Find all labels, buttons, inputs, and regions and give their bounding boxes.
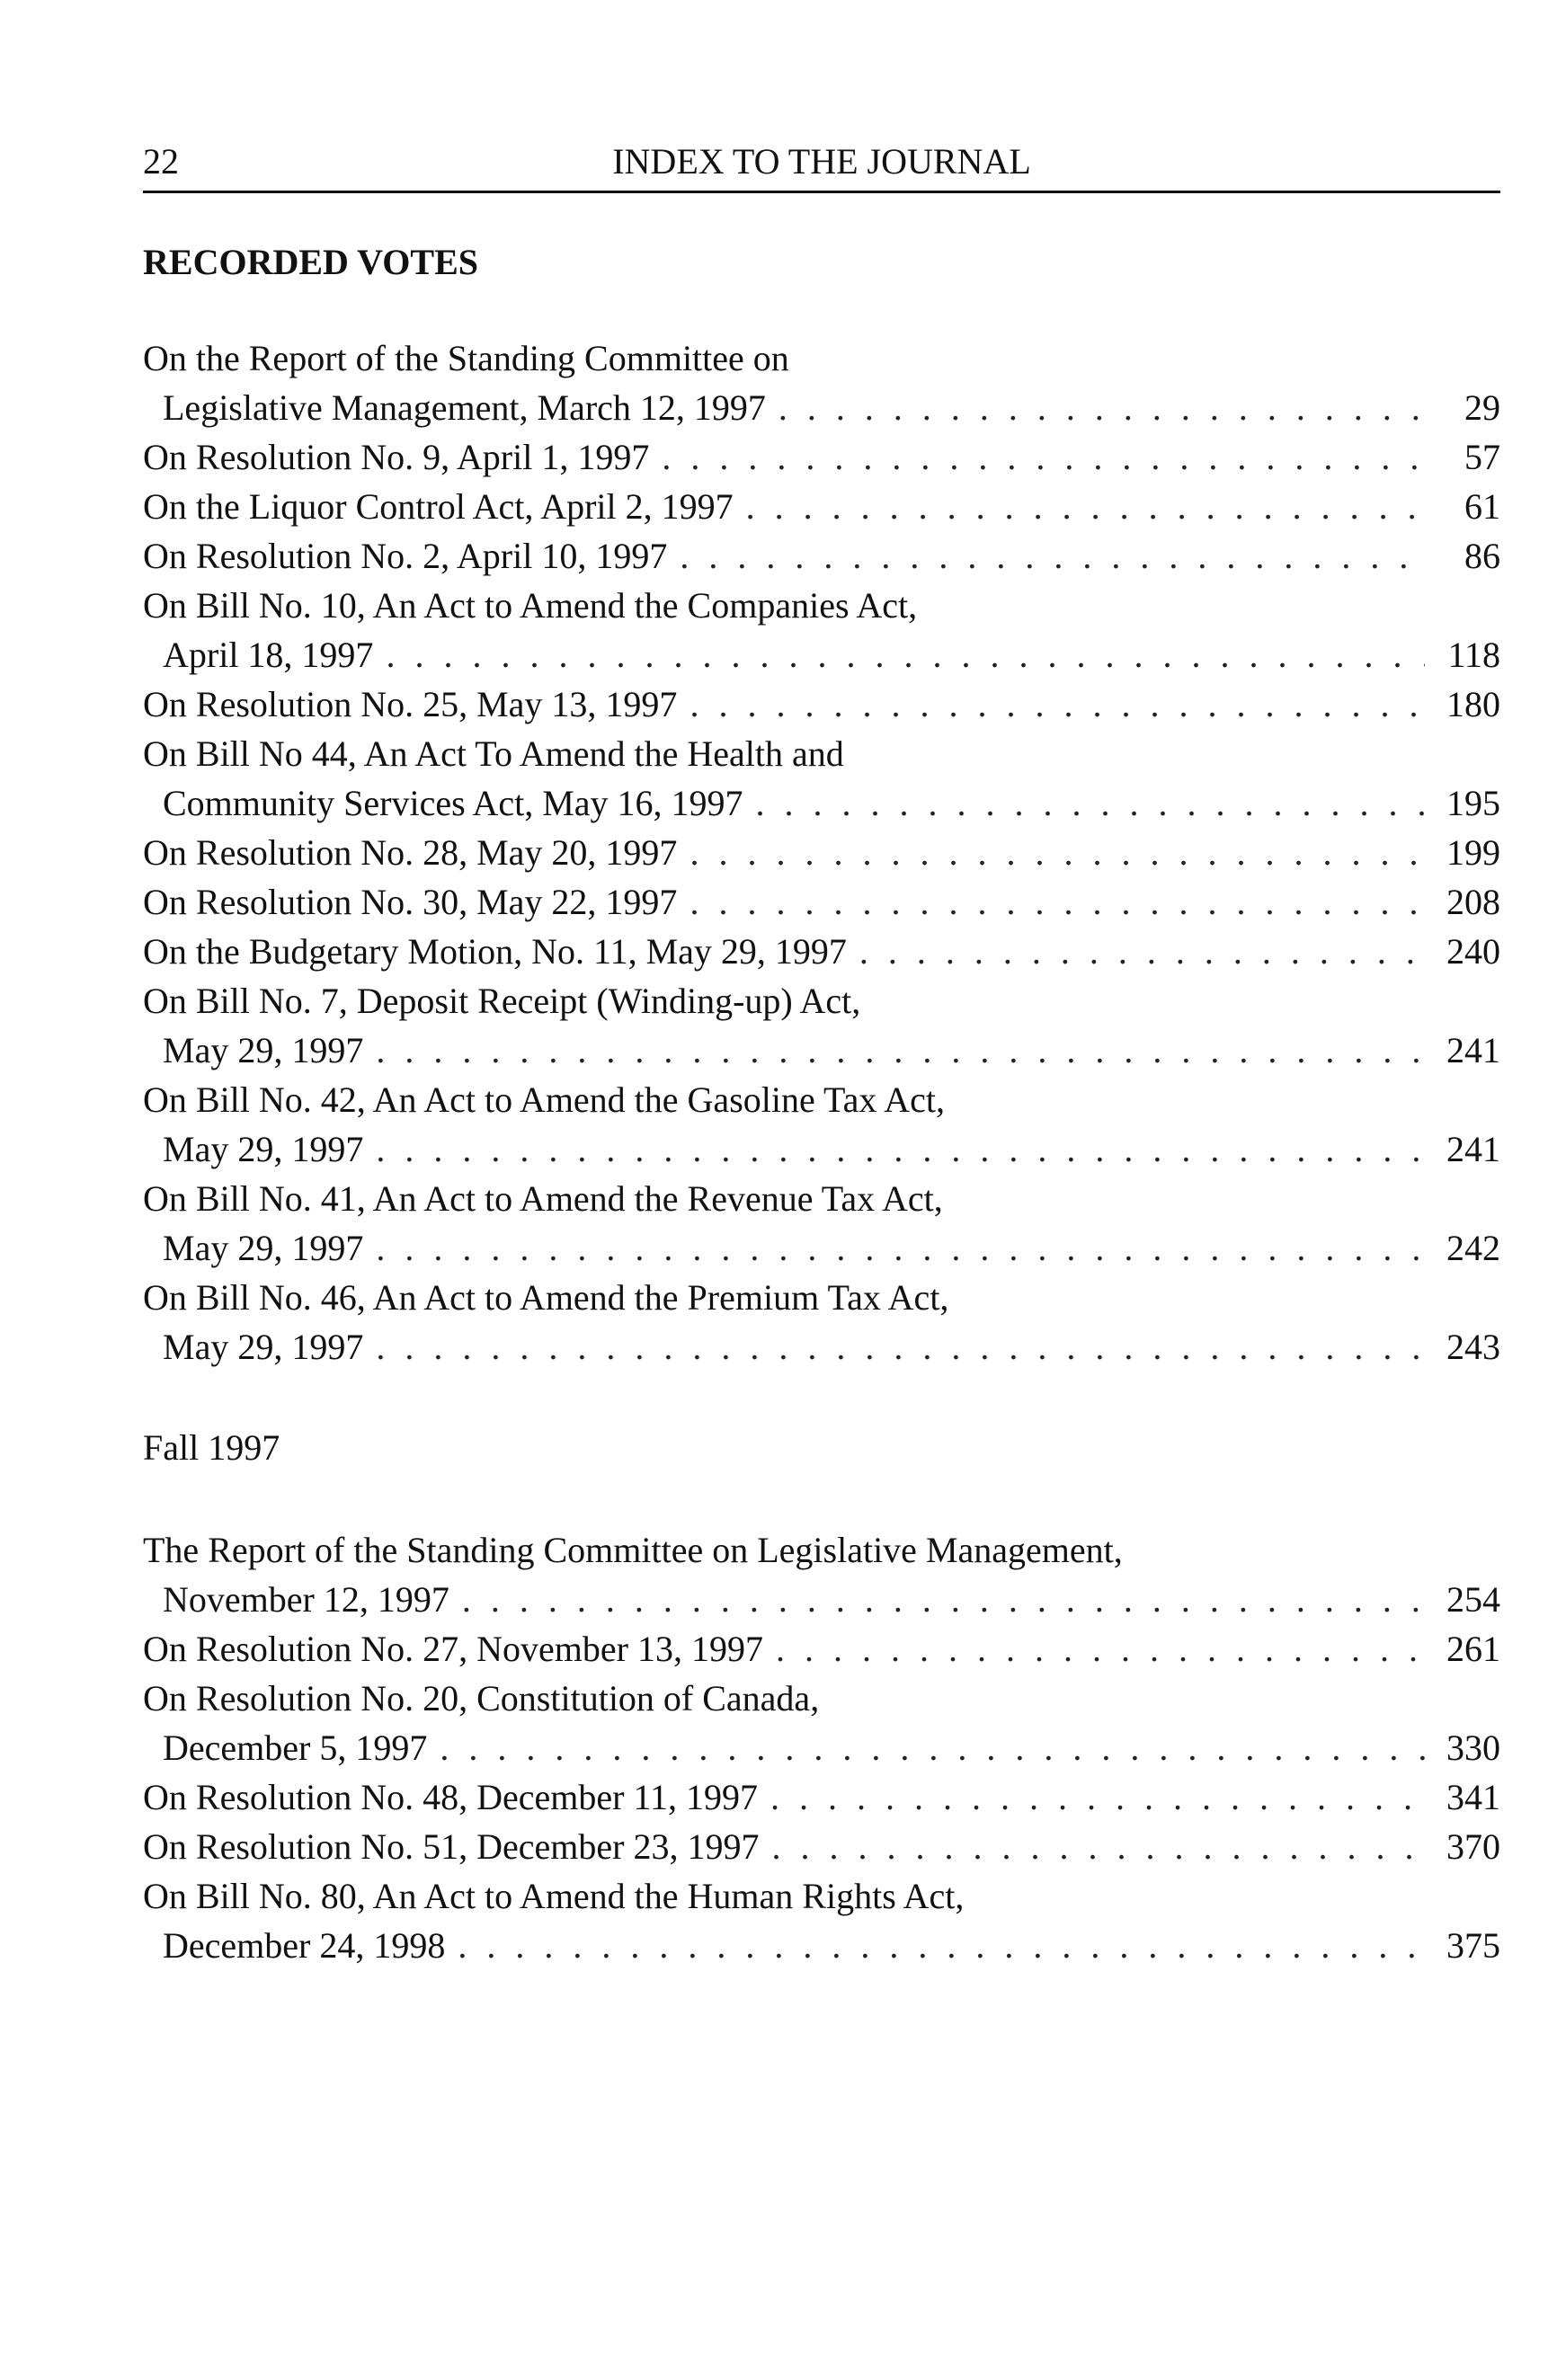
index-entry xyxy=(143,1871,1500,1970)
page-reference: 180 xyxy=(1446,684,1500,724)
index-entry xyxy=(143,729,1500,828)
page-reference: 61 xyxy=(1464,486,1500,527)
index-entry xyxy=(143,1174,1500,1273)
page-reference: 195 xyxy=(1446,783,1500,823)
running-title: INDEX TO THE JOURNAL xyxy=(612,141,1031,182)
entry-label: December 24, 1998 xyxy=(163,1925,446,1966)
dot-leader xyxy=(680,531,1425,581)
entry-label: May 29, 1997 xyxy=(163,1129,364,1169)
entry-leader-line xyxy=(143,828,1500,877)
page-reference: 57 xyxy=(1464,437,1500,477)
entry-leader-line xyxy=(143,778,1500,828)
fall-session-heading: Fall 1997 xyxy=(143,1427,280,1468)
fall-session-vote-list xyxy=(143,1525,1500,1970)
dot-leader xyxy=(458,1921,1425,1970)
entry-title-line: On Bill No. 46, An Act to Amend the Premium Tax Act, xyxy=(143,1277,949,1318)
dot-leader xyxy=(662,432,1425,482)
page-reference: 208 xyxy=(1446,882,1500,922)
entry-label: May 29, 1997 xyxy=(163,1030,364,1070)
entry-leader-line xyxy=(143,1575,1500,1624)
index-entry xyxy=(143,531,1500,581)
entry-label: On Resolution No. 30, May 22, 1997 xyxy=(143,882,678,922)
dot-leader xyxy=(690,828,1425,877)
index-entry xyxy=(143,1273,1500,1372)
entry-label: May 29, 1997 xyxy=(163,1228,364,1268)
index-entry xyxy=(143,679,1500,729)
entry-leader-line xyxy=(143,1723,1500,1772)
index-entry xyxy=(143,1075,1500,1174)
page-reference: 241 xyxy=(1446,1129,1500,1169)
page-reference: 118 xyxy=(1447,635,1500,675)
entry-leader-line xyxy=(143,1322,1500,1372)
entry-leader-line xyxy=(143,1624,1500,1674)
dot-leader xyxy=(778,383,1425,432)
entry-title-line: On Resolution No. 20, Constitution of Canada, xyxy=(143,1678,820,1718)
index-entry xyxy=(143,333,1500,432)
index-entry xyxy=(143,1772,1500,1822)
entry-leader-line xyxy=(143,927,1500,976)
entry-label: On Resolution No. 28, May 20, 1997 xyxy=(143,832,678,873)
dot-leader xyxy=(771,1822,1425,1871)
entry-leader-line xyxy=(143,630,1500,679)
page-reference: 86 xyxy=(1464,536,1500,576)
entry-label: On the Budgetary Motion, No. 11, May 29, 1997 xyxy=(143,931,847,972)
entry-leader-line xyxy=(143,1772,1500,1822)
entry-leader-line xyxy=(143,679,1500,729)
index-entry xyxy=(143,828,1500,877)
page-reference: 243 xyxy=(1446,1327,1500,1367)
entry-label: May 29, 1997 xyxy=(163,1327,364,1367)
entry-title-line: On Bill No. 10, An Act to Amend the Companies Act, xyxy=(143,585,918,626)
index-entry xyxy=(143,482,1500,531)
index-entry xyxy=(143,581,1500,679)
entry-label: On Resolution No. 25, May 13, 1997 xyxy=(143,684,678,724)
page-reference: 241 xyxy=(1446,1030,1500,1070)
page-reference: 29 xyxy=(1464,387,1500,428)
dot-leader xyxy=(690,679,1425,729)
entry-leader-line xyxy=(143,1223,1500,1273)
index-entry xyxy=(143,976,1500,1075)
page-header xyxy=(143,137,1500,193)
entry-leader-line xyxy=(143,531,1500,581)
page-reference: 261 xyxy=(1446,1629,1500,1669)
section-title: RECORDED VOTES xyxy=(143,242,478,282)
page-reference: 199 xyxy=(1446,832,1500,873)
page-reference: 240 xyxy=(1446,931,1500,972)
entry-title-line: On Bill No. 42, An Act to Amend the Gasoline Tax Act, xyxy=(143,1079,945,1120)
dot-leader xyxy=(776,1624,1425,1674)
entry-label: November 12, 1997 xyxy=(163,1579,449,1620)
entry-leader-line xyxy=(143,1921,1500,1970)
dot-leader xyxy=(376,1124,1425,1174)
page-reference: 370 xyxy=(1446,1826,1500,1867)
entry-leader-line xyxy=(143,482,1500,531)
entry-label: On Resolution No. 9, April 1, 1997 xyxy=(143,437,650,477)
entry-title-line: On Bill No. 80, An Act to Amend the Human Rights Act, xyxy=(143,1876,965,1916)
entry-title-line: On Bill No. 7, Deposit Receipt (Winding-up) Act, xyxy=(143,981,861,1021)
entry-title-line: On the Report of the Standing Committee on xyxy=(143,338,789,378)
entry-title-line: The Report of the Standing Committee on Legislative Management, xyxy=(143,1530,1123,1570)
index-entry xyxy=(143,927,1500,976)
entry-label: On Resolution No. 51, December 23, 1997 xyxy=(143,1826,760,1867)
index-entry xyxy=(143,1624,1500,1674)
spring-session-vote-list xyxy=(143,333,1500,1372)
entry-leader-line xyxy=(143,877,1500,927)
dot-leader xyxy=(746,482,1425,531)
page-reference: 254 xyxy=(1446,1579,1500,1620)
entry-title-line: On Bill No 44, An Act To Amend the Health and xyxy=(143,733,844,774)
entry-leader-line xyxy=(143,1026,1500,1075)
entry-leader-line xyxy=(143,432,1500,482)
entry-title-line: On Bill No. 41, An Act to Amend the Revenue Tax Act, xyxy=(143,1178,943,1219)
dot-leader xyxy=(770,1772,1425,1822)
dot-leader xyxy=(440,1723,1425,1772)
dot-leader xyxy=(859,927,1425,976)
page-number: 22 xyxy=(143,141,179,182)
entry-leader-line xyxy=(143,383,1500,432)
index-entry xyxy=(143,1822,1500,1871)
entry-label: Legislative Management, March 12, 1997 xyxy=(163,387,766,428)
dot-leader xyxy=(376,1322,1425,1372)
page-reference: 330 xyxy=(1446,1727,1500,1768)
dot-leader xyxy=(376,1223,1425,1273)
dot-leader xyxy=(462,1575,1425,1624)
entry-label: On the Liquor Control Act, April 2, 1997 xyxy=(143,486,734,527)
entry-label: On Resolution No. 48, December 11, 1997 xyxy=(143,1777,758,1817)
dot-leader xyxy=(690,877,1425,927)
index-entry xyxy=(143,877,1500,927)
page-reference: 375 xyxy=(1446,1925,1500,1966)
dot-leader xyxy=(386,630,1425,679)
index-entry xyxy=(143,432,1500,482)
index-entry xyxy=(143,1674,1500,1772)
entry-label: April 18, 1997 xyxy=(163,635,374,675)
entry-label: On Resolution No. 2, April 10, 1997 xyxy=(143,536,668,576)
dot-leader xyxy=(376,1026,1425,1075)
dot-leader xyxy=(756,778,1425,828)
index-entry xyxy=(143,1525,1500,1624)
page-reference: 341 xyxy=(1446,1777,1500,1817)
entry-label: On Resolution No. 27, November 13, 1997 xyxy=(143,1629,763,1669)
entry-leader-line xyxy=(143,1124,1500,1174)
entry-label: Community Services Act, May 16, 1997 xyxy=(163,783,743,823)
page-reference: 242 xyxy=(1446,1228,1500,1268)
entry-label: December 5, 1997 xyxy=(163,1727,428,1768)
entry-leader-line xyxy=(143,1822,1500,1871)
